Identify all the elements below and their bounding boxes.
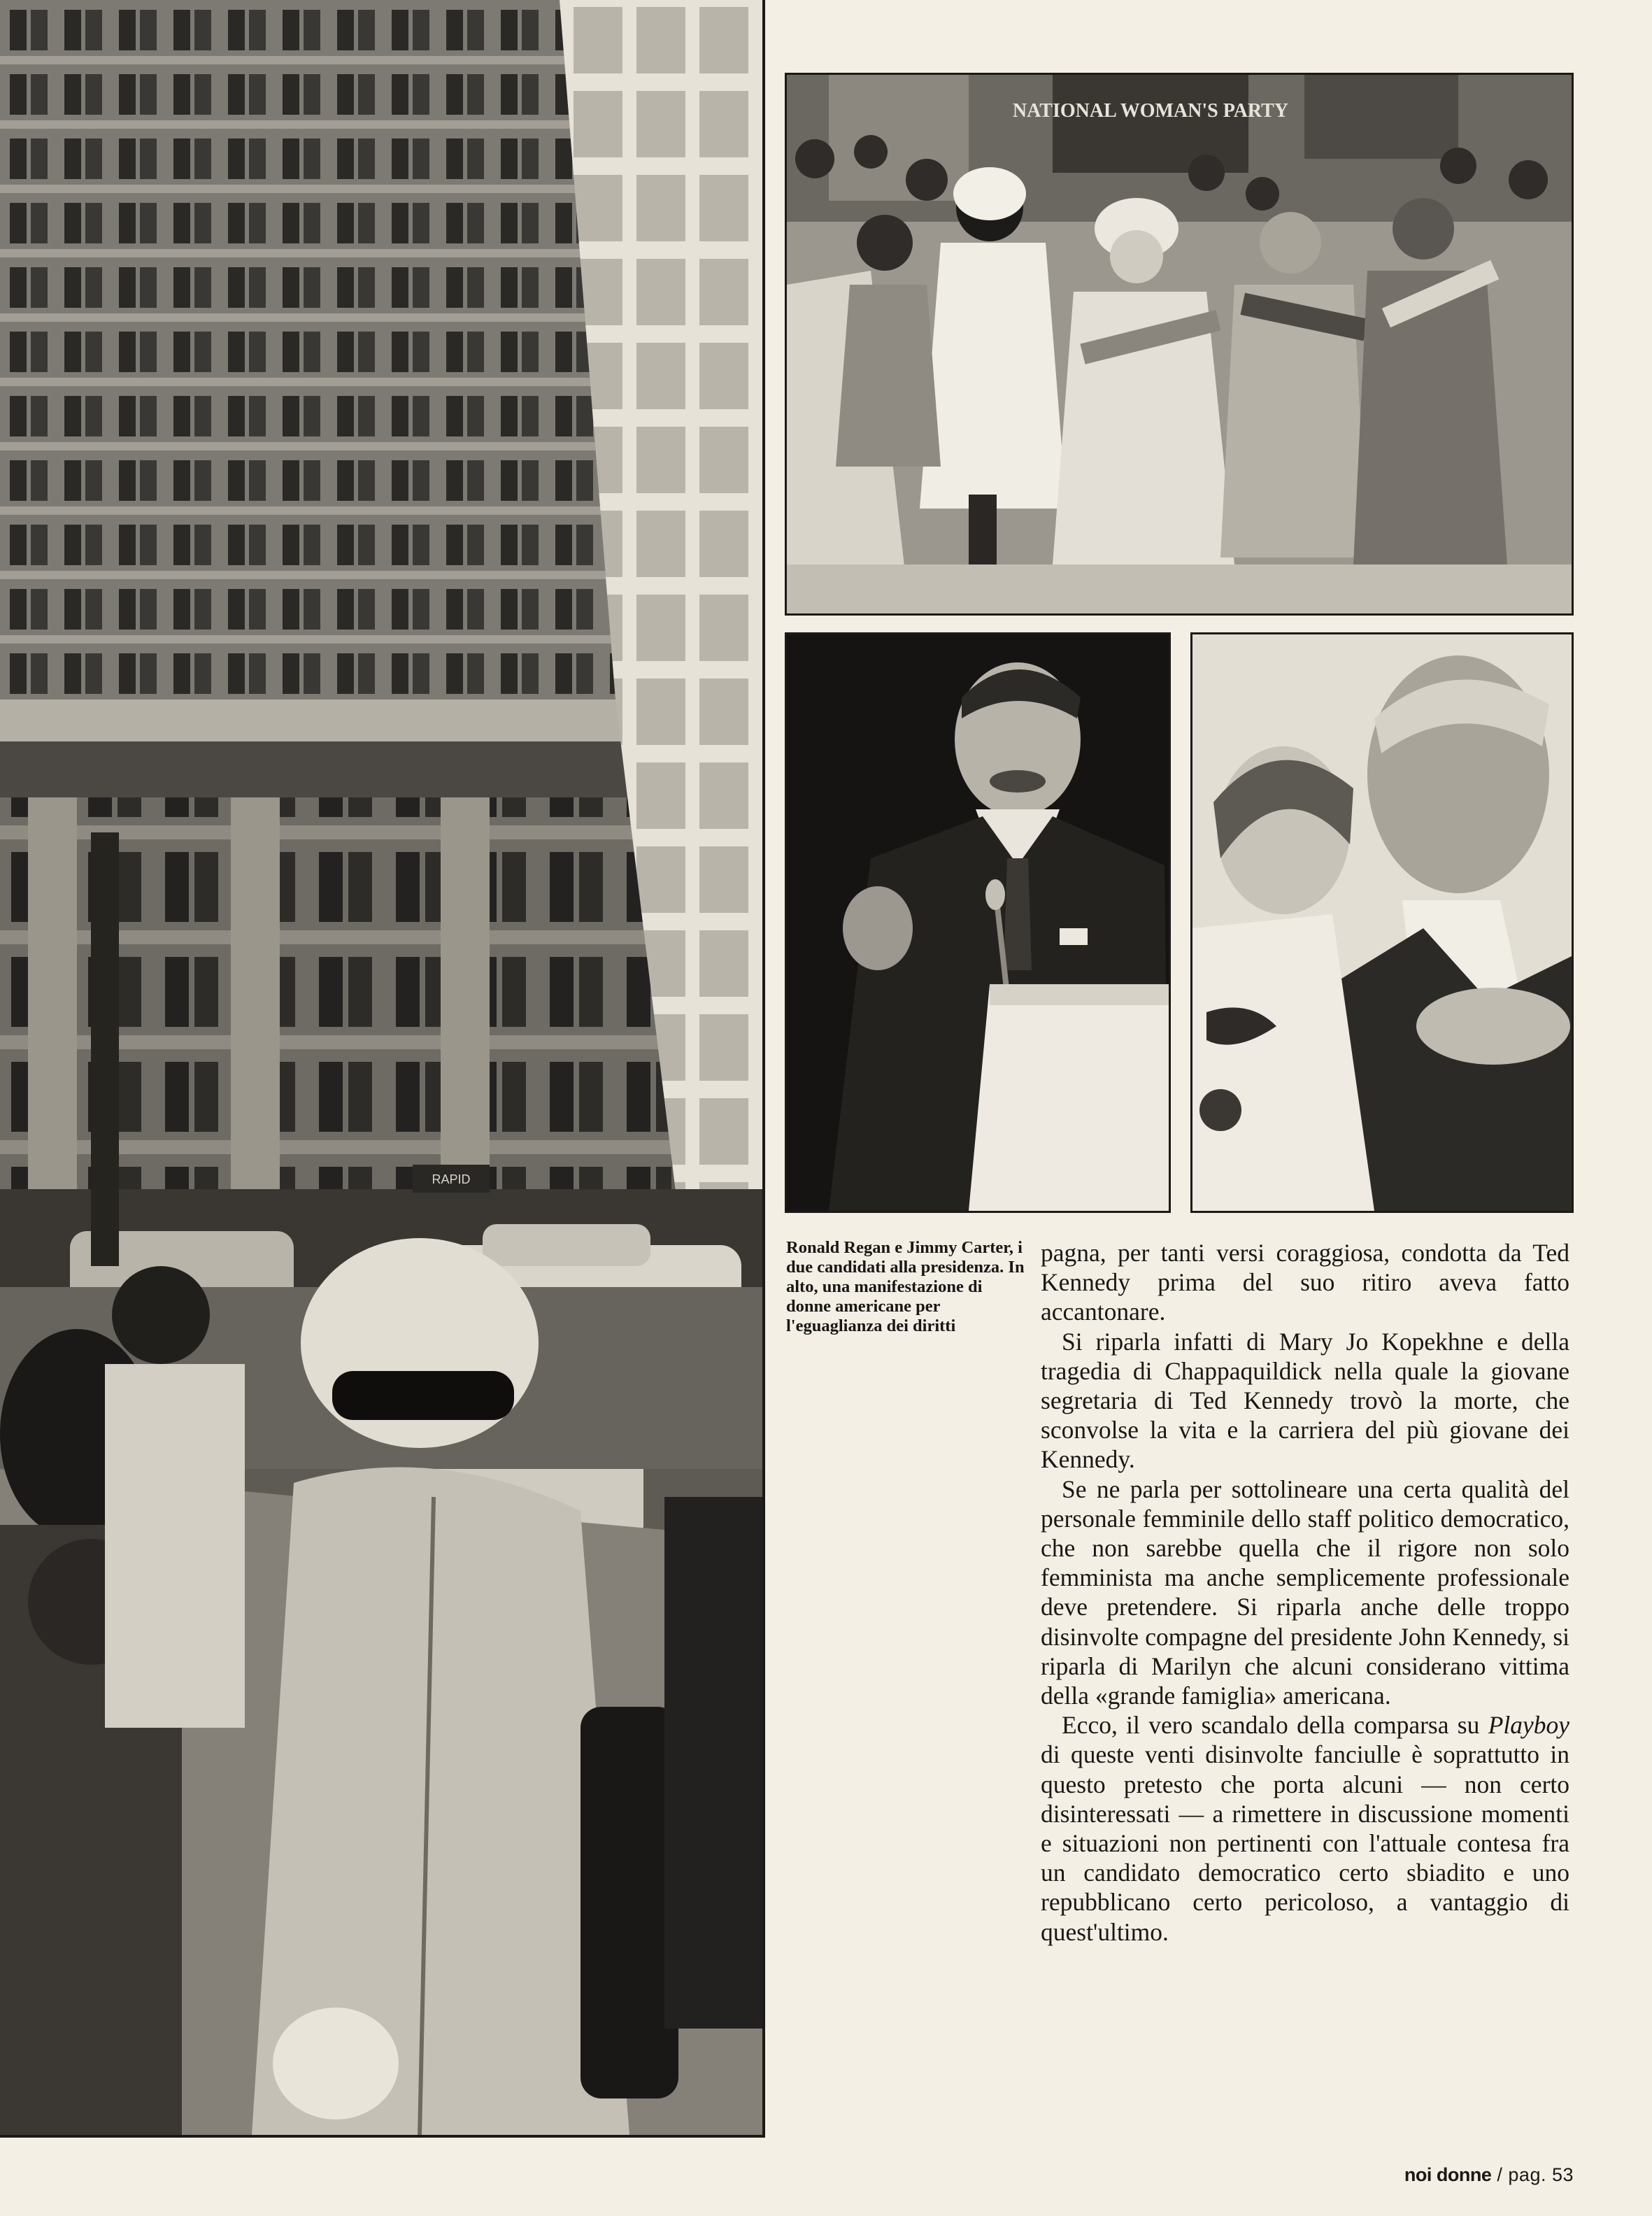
street-sign-text: RAPID: [432, 1172, 471, 1186]
reagan-image: [787, 634, 1169, 1211]
article-paragraph-4-end: di queste venti disinvolte fanciulle è soprattutto in questo pretesto che porta alcuni — non certo disinteressati — a rimettere in discussione momenti e situazioni non pertinenti con l'attuale contesa fra un candidato democratico certo sbiadito e uno repubblicano certo pericoloso, a vantaggio di quest'ultimo.: [1041, 1740, 1569, 1946]
street-photo: [0, 0, 765, 2138]
page-footer: [1404, 2164, 1574, 2186]
article-paragraph-3: Se ne parla per sottolineare una certa qualità del personale femminile dello staff politico democratico, che non sarebbe quella che il rigore non solo femminista ma anche semplicemente professionale deve pretendere. Si riparla anche delle troppo disinvolte compagne del presidente John Kennedy, si riparla di Marilyn che alcuni considerano vittima della «grande famiglia» americana.: [1041, 1475, 1569, 1710]
march-banner-text: NATIONAL WOMAN'S PARTY: [1012, 100, 1289, 122]
womens-march-photo: [785, 73, 1574, 616]
playboy-title: Playboy: [1488, 1711, 1569, 1740]
reagan-photo: [785, 632, 1171, 1213]
carter-photo: [1190, 632, 1574, 1213]
page-number: pag. 53: [1508, 2164, 1574, 2185]
footer-separator: /: [1497, 2164, 1503, 2185]
street-photo-image: [0, 0, 762, 2135]
carter-image: [1192, 634, 1572, 1211]
article-paragraph-1: pagna, per tanti versi coraggiosa, condotta da Ted Kennedy prima del suo ritiro aveva fatto accantonare.: [1041, 1239, 1569, 1326]
womens-march-image: [787, 75, 1572, 613]
magazine-name: noi donne: [1404, 2164, 1492, 2185]
photo-caption: Ronald Regan e Jimmy Carter, i due candidati alla presidenza. In alto, una manifestazione di donne americane per l'eguaglianza dei diritti: [786, 1238, 1025, 1335]
article-paragraph-4: [1041, 1710, 1569, 1947]
article-paragraph-2: Si riparla infatti di Mary Jo Kopekhne e della tragedia di Chappaquildick nella quale la giovane segretaria di Ted Kennedy trovò la morte, che sconvolse la vita e la carriera del più giovane dei Kennedy.: [1041, 1327, 1569, 1474]
article-paragraph-4-start: Ecco, il vero scandalo della comparsa su: [1062, 1711, 1488, 1740]
article-body: [1041, 1238, 1569, 1947]
